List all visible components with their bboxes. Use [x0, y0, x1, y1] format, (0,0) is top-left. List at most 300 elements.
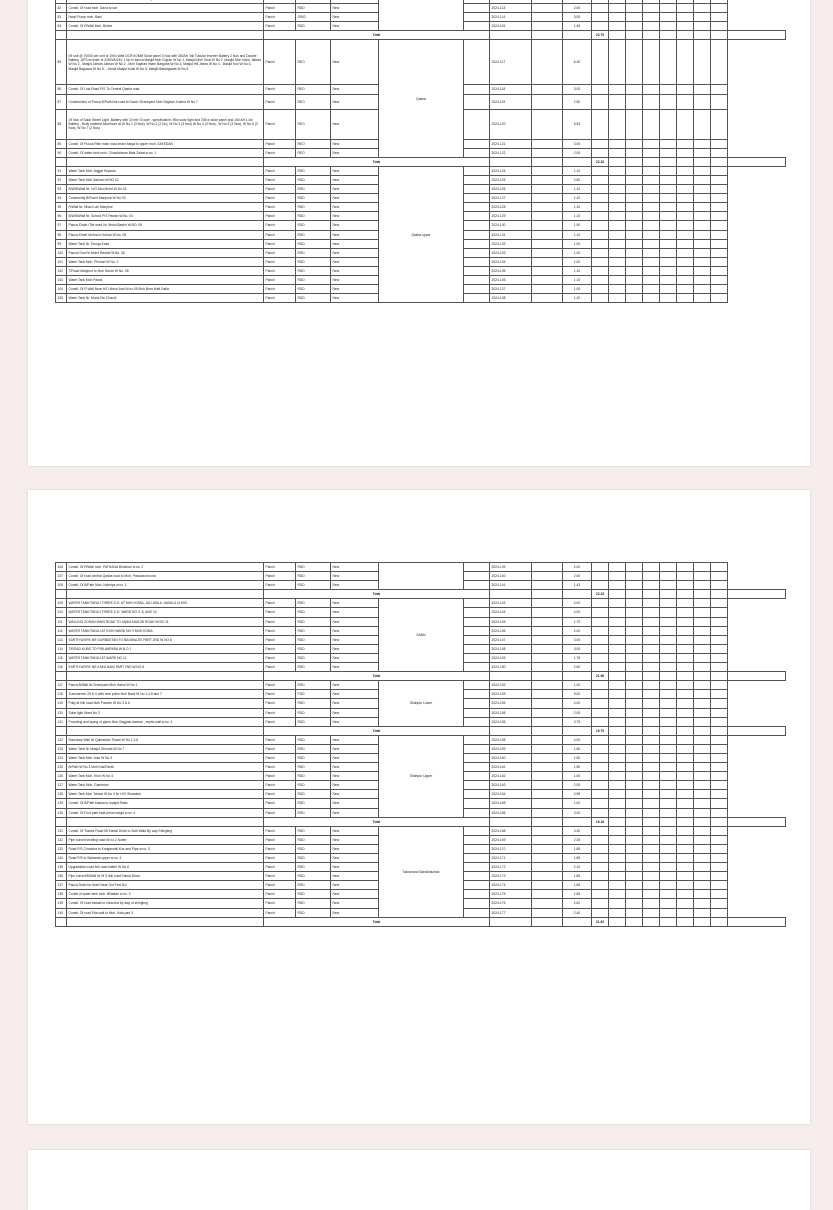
work-description-cell: Constt. Of B/Path Moh. Kaleriya w.no. 1: [67, 581, 264, 590]
work-description-cell: Hand Pump moh. Babi: [67, 13, 264, 22]
status-cell: New: [331, 203, 379, 212]
work-id-cell: 2024-144: [490, 608, 532, 617]
empty-cell: [532, 881, 563, 890]
empty-cell: [592, 175, 609, 184]
executing-agency-cell: RDD: [296, 221, 331, 230]
empty-cell: [711, 699, 728, 708]
work-description-cell: Pacca /Drain Mohra to Kuban W.No. 05: [67, 230, 264, 239]
empty-cell: [643, 294, 660, 303]
empty-cell: [563, 917, 592, 926]
work-id-cell: 2024-134: [490, 257, 532, 266]
work-description-cell: Providing and laying of pipes Moh Gaggian kwaran , septic wall w.no. 4: [67, 717, 264, 726]
empty-cell: [677, 40, 694, 85]
amount-cell: 1.50: [563, 753, 592, 762]
total-amount-cell: 19.75: [592, 726, 609, 735]
empty-cell: [626, 881, 643, 890]
empty-cell: [711, 275, 728, 284]
work-id-cell: 2024-159: [490, 744, 532, 753]
empty-cell: [626, 863, 643, 872]
empty-cell: [694, 781, 711, 790]
empty-cell: [592, 275, 609, 284]
agency-cell: Panch: [264, 663, 296, 672]
total-row: [56, 726, 786, 735]
empty-cell: [677, 772, 694, 781]
executing-agency-cell: RDD: [296, 617, 331, 626]
empty-cell: [677, 212, 694, 221]
empty-cell: [677, 275, 694, 284]
serial-number-cell: 93: [56, 185, 67, 194]
empty-cell: [464, 148, 490, 157]
empty-cell: [711, 230, 728, 239]
status-cell: New: [331, 644, 379, 653]
empty-cell: [464, 844, 490, 853]
empty-cell: [592, 599, 609, 608]
empty-cell: [609, 40, 626, 85]
amount-cell: 2.50: [563, 663, 592, 672]
empty-cell: [609, 257, 626, 266]
agency-cell: Panch: [264, 644, 296, 653]
empty-cell: [609, 863, 626, 872]
empty-cell: [532, 572, 563, 581]
empty-cell: [643, 599, 660, 608]
empty-cell: [711, 248, 728, 257]
empty-cell: [67, 672, 264, 681]
amount-cell: 2.50: [563, 4, 592, 13]
empty-cell: [660, 690, 677, 699]
empty-cell: [660, 899, 677, 908]
work-description-cell: Water Tank Moh. Khor W No 4: [67, 772, 264, 781]
status-cell: New: [331, 185, 379, 194]
empty-cell: [609, 230, 626, 239]
agency-cell: Panch: [264, 109, 296, 139]
empty-cell: [592, 22, 609, 31]
work-id-cell: 2024-143: [490, 599, 532, 608]
serial-number-cell: 99: [56, 239, 67, 248]
empty-cell: [677, 690, 694, 699]
executing-agency-cell: RDD: [296, 763, 331, 772]
empty-cell: [694, 221, 711, 230]
empty-cell: [643, 808, 660, 817]
empty-cell: [532, 781, 563, 790]
empty-cell: [532, 148, 563, 157]
work-id-cell: 2024-177: [490, 908, 532, 917]
empty-cell: [694, 899, 711, 908]
agency-cell: Panch: [264, 681, 296, 690]
empty-cell: [643, 753, 660, 762]
empty-cell: [643, 653, 660, 662]
empty-cell: [532, 817, 563, 826]
status-cell: New: [331, 599, 379, 608]
empty-cell: [464, 239, 490, 248]
empty-cell: [677, 881, 694, 890]
empty-cell: [694, 708, 711, 717]
work-description-cell: Water Tank Nr. Dunga Kasa: [67, 239, 264, 248]
empty-cell: [464, 699, 490, 708]
empty-cell: [626, 157, 643, 166]
agency-cell: Panch: [264, 844, 296, 853]
empty-cell: [643, 635, 660, 644]
empty-cell: [711, 799, 728, 808]
empty-cell: [464, 563, 490, 572]
total-label-cell: Total: [264, 672, 490, 681]
empty-cell: [711, 844, 728, 853]
empty-cell: [490, 917, 532, 926]
empty-cell: [694, 908, 711, 917]
empty-cell: [677, 257, 694, 266]
empty-cell: [592, 844, 609, 853]
serial-number-cell: 139: [56, 899, 67, 908]
empty-cell: [660, 40, 677, 85]
work-id-cell: 2024-168: [490, 826, 532, 835]
empty-cell: [609, 185, 626, 194]
status-cell: New: [331, 854, 379, 863]
empty-cell: [532, 735, 563, 744]
empty-cell: [677, 31, 694, 40]
work-description-cell: Pacca /Drain /Tile work Nr. Mohd Bashir W.NO. 05: [67, 221, 264, 230]
work-id-cell: 2024-165: [490, 799, 532, 808]
empty-cell: [67, 817, 264, 826]
serial-number-cell: 85: [56, 40, 67, 85]
empty-cell: [532, 94, 563, 109]
status-cell: New: [331, 663, 379, 672]
block-name-cell: Qasba: [379, 40, 464, 157]
status-cell: New: [331, 285, 379, 294]
empty-cell: [532, 863, 563, 872]
empty-cell: [626, 826, 643, 835]
empty-cell: [694, 917, 711, 926]
empty-cell: [626, 257, 643, 266]
empty-cell: [626, 139, 643, 148]
empty-cell: [677, 826, 694, 835]
empty-cell: [532, 726, 563, 735]
executing-agency-cell: RDD: [296, 735, 331, 744]
work-description-cell: Constt. Of B/Path khawa to masjid Raba: [67, 799, 264, 808]
empty-cell: [694, 590, 711, 599]
empty-cell: [660, 744, 677, 753]
empty-cell: [643, 608, 660, 617]
agency-cell: Panch: [264, 708, 296, 717]
empty-cell: [694, 690, 711, 699]
amount-cell: 5.53: [563, 109, 592, 139]
agency-cell: Panch: [264, 40, 296, 85]
empty-cell: [660, 294, 677, 303]
empty-cell: [660, 863, 677, 872]
agency-cell: Panch: [264, 881, 296, 890]
work-description-cell: Water Tank Nr. Mohd Din Chachi: [67, 294, 264, 303]
empty-cell: [609, 735, 626, 744]
empty-cell: [626, 899, 643, 908]
serial-number-cell: 118: [56, 690, 67, 699]
empty-cell: [464, 763, 490, 772]
empty-cell: [660, 203, 677, 212]
empty-cell: [677, 85, 694, 94]
status-cell: New: [331, 212, 379, 221]
empty-cell: [694, 799, 711, 808]
empty-cell: [677, 109, 694, 139]
empty-cell: [660, 717, 677, 726]
empty-cell: [592, 139, 609, 148]
empty-cell: [609, 294, 626, 303]
empty-cell: [56, 672, 67, 681]
work-description-cell: Constt. Of road Pda wali to Moh. Kala part 3: [67, 908, 264, 917]
agency-cell: Panch: [264, 166, 296, 175]
empty-cell: [711, 590, 728, 599]
work-id-cell: 2024-115: [490, 22, 532, 31]
work-id-cell: 2024-166: [490, 808, 532, 817]
agency-cell: Panch: [264, 203, 296, 212]
empty-cell: [563, 817, 592, 826]
amount-cell: 1.10: [563, 266, 592, 275]
empty-cell: [609, 817, 626, 826]
status-cell: New: [331, 653, 379, 662]
amount-cell: 1.10: [563, 212, 592, 221]
empty-cell: [67, 590, 264, 599]
amount-cell: 1.85: [563, 890, 592, 899]
empty-cell: [609, 22, 626, 31]
empty-cell: [711, 672, 728, 681]
agency-cell: Panch: [264, 257, 296, 266]
empty-cell: [660, 109, 677, 139]
empty-cell: [677, 854, 694, 863]
empty-cell: [626, 590, 643, 599]
empty-cell: [464, 681, 490, 690]
empty-cell: [660, 22, 677, 31]
empty-cell: [532, 772, 563, 781]
executing-agency-cell: RDD: [296, 239, 331, 248]
amount-cell: 1.85: [563, 872, 592, 881]
serial-number-cell: 113: [56, 635, 67, 644]
status-cell: New: [331, 681, 379, 690]
executing-agency-cell: RDD: [296, 581, 331, 590]
total-label-cell: Total: [264, 817, 490, 826]
empty-cell: [609, 194, 626, 203]
empty-cell: [592, 626, 609, 635]
empty-cell: [532, 653, 563, 662]
agency-cell: Panch: [264, 626, 296, 635]
agency-cell: Panch: [264, 212, 296, 221]
empty-cell: [626, 221, 643, 230]
status-cell: New: [331, 221, 379, 230]
empty-cell: [677, 744, 694, 753]
empty-cell: [694, 735, 711, 744]
empty-cell: [592, 166, 609, 175]
empty-cell: [532, 166, 563, 175]
executing-agency-cell: JSKD: [296, 13, 331, 22]
empty-cell: [643, 175, 660, 184]
work-description-cell: Road P/S to Salnwala upper w.no. 4: [67, 854, 264, 863]
empty-cell: [677, 617, 694, 626]
agency-cell: Panch: [264, 781, 296, 790]
empty-cell: [660, 185, 677, 194]
amount-cell: 2.00: [563, 781, 592, 790]
empty-cell: [626, 644, 643, 653]
empty-cell: [677, 790, 694, 799]
empty-cell: [609, 881, 626, 890]
executing-agency-cell: RDD: [296, 626, 331, 635]
executing-agency-cell: RDD: [296, 212, 331, 221]
work-description-cell: Constt. Of Tractor Road Ml Kamal Dhari to Sulti Wala By way Shingling: [67, 826, 264, 835]
executing-agency-cell: RDD: [296, 563, 331, 572]
empty-cell: [532, 203, 563, 212]
agency-cell: Panch: [264, 230, 296, 239]
empty-cell: [532, 808, 563, 817]
empty-cell: [711, 744, 728, 753]
empty-cell: [464, 257, 490, 266]
empty-cell: [660, 212, 677, 221]
empty-cell: [464, 608, 490, 617]
empty-cell: [677, 717, 694, 726]
empty-cell: [609, 663, 626, 672]
empty-cell: [694, 872, 711, 881]
executing-agency-cell: PDD: [296, 690, 331, 699]
empty-cell: [643, 230, 660, 239]
empty-cell: [464, 626, 490, 635]
empty-cell: [694, 275, 711, 284]
empty-cell: [660, 653, 677, 662]
agency-cell: Panch: [264, 139, 296, 148]
serial-number-cell: 125: [56, 763, 67, 772]
empty-cell: [592, 872, 609, 881]
empty-cell: [694, 881, 711, 890]
executing-agency-cell: REO: [296, 148, 331, 157]
work-id-cell: 2024-130: [490, 221, 532, 230]
agency-cell: Panch: [264, 826, 296, 835]
empty-cell: [694, 572, 711, 581]
work-description-cell: Constt. Of Pucca Path main road Imam barga to upper moh. SAYEDAN: [67, 139, 264, 148]
work-id-cell: 2024-114: [490, 13, 532, 22]
empty-cell: [626, 908, 643, 917]
total-row: [56, 817, 786, 826]
work-description-cell: Constt. Of road central Qasba road to Moh. Pawada moona: [67, 572, 264, 581]
serial-number-cell: 136: [56, 872, 67, 881]
empty-cell: [592, 608, 609, 617]
empty-cell: [626, 635, 643, 644]
empty-cell: [532, 40, 563, 85]
empty-cell: [532, 717, 563, 726]
empty-cell: [592, 285, 609, 294]
executing-agency-cell: RDD: [296, 203, 331, 212]
empty-cell: [660, 644, 677, 653]
agency-cell: Panch: [264, 690, 296, 699]
executing-agency-cell: REO: [296, 139, 331, 148]
empty-cell: [464, 890, 490, 899]
serial-number-cell: 95: [56, 203, 67, 212]
work-id-cell: 2024-155: [490, 708, 532, 717]
empty-cell: [643, 735, 660, 744]
empty-cell: [694, 717, 711, 726]
empty-cell: [694, 4, 711, 13]
empty-cell: [643, 708, 660, 717]
document-page-2: [28, 490, 810, 1124]
block-name-cell: Shahpur Lower: [379, 681, 464, 726]
total-row: [56, 672, 786, 681]
status-cell: New: [331, 735, 379, 744]
empty-cell: [626, 94, 643, 109]
work-description-cell: Constt. Of Link Road P/S To Central Qasba road: [67, 85, 264, 94]
empty-cell: [532, 708, 563, 717]
empty-cell: [711, 826, 728, 835]
empty-cell: [626, 109, 643, 139]
executing-agency-cell: RDD: [296, 781, 331, 790]
status-cell: New: [331, 166, 379, 175]
total-row: [56, 917, 786, 926]
work-id-cell: 2024-170: [490, 844, 532, 853]
amount-cell: 1.85: [563, 854, 592, 863]
work-id-cell: 2024-140: [490, 572, 532, 581]
empty-cell: [626, 599, 643, 608]
empty-cell: [532, 599, 563, 608]
empty-cell: [711, 203, 728, 212]
empty-cell: [660, 835, 677, 844]
executing-agency-cell: RDD: [296, 744, 331, 753]
empty-cell: [464, 109, 490, 139]
empty-cell: [609, 212, 626, 221]
empty-cell: [626, 212, 643, 221]
empty-cell: [464, 285, 490, 294]
empty-cell: [711, 185, 728, 194]
empty-cell: [464, 266, 490, 275]
empty-cell: [609, 635, 626, 644]
empty-cell: [711, 817, 728, 826]
empty-cell: [609, 844, 626, 853]
total-row: [56, 31, 786, 40]
empty-cell: [711, 790, 728, 799]
empty-cell: [660, 148, 677, 157]
empty-cell: [643, 872, 660, 881]
empty-cell: [711, 644, 728, 653]
empty-cell: [609, 808, 626, 817]
empty-cell: [677, 663, 694, 672]
empty-cell: [532, 212, 563, 221]
serial-number-cell: 107: [56, 572, 67, 581]
block-name-cell: SANN: [379, 599, 464, 672]
empty-cell: [643, 563, 660, 572]
empty-cell: [532, 626, 563, 635]
empty-cell: [643, 663, 660, 672]
executing-agency-cell: RDD: [296, 175, 331, 184]
empty-cell: [711, 717, 728, 726]
empty-cell: [643, 854, 660, 863]
status-cell: New: [331, 40, 379, 85]
serial-number-cell: 133: [56, 844, 67, 853]
empty-cell: [626, 31, 643, 40]
empty-cell: [464, 808, 490, 817]
agency-cell: Panch: [264, 753, 296, 762]
amount-cell: 1.70: [563, 617, 592, 626]
empty-cell: [711, 266, 728, 275]
total-label-cell: Total: [264, 157, 490, 166]
empty-cell: [56, 157, 67, 166]
empty-cell: [643, 672, 660, 681]
empty-cell: [643, 790, 660, 799]
amount-cell: 2.00: [563, 563, 592, 572]
empty-cell: [677, 148, 694, 157]
empty-cell: [677, 817, 694, 826]
empty-cell: [626, 581, 643, 590]
status-cell: New: [331, 863, 379, 872]
empty-cell: [694, 808, 711, 817]
table-row: [56, 599, 786, 608]
empty-cell: [464, 908, 490, 917]
executing-agency-cell: RDD: [296, 835, 331, 844]
empty-cell: [532, 799, 563, 808]
agency-cell: Panch: [264, 717, 296, 726]
empty-cell: [694, 157, 711, 166]
empty-cell: [532, 185, 563, 194]
empty-cell: [592, 109, 609, 139]
empty-cell: [694, 248, 711, 257]
block-name-cell: Qasba upper: [379, 166, 464, 302]
